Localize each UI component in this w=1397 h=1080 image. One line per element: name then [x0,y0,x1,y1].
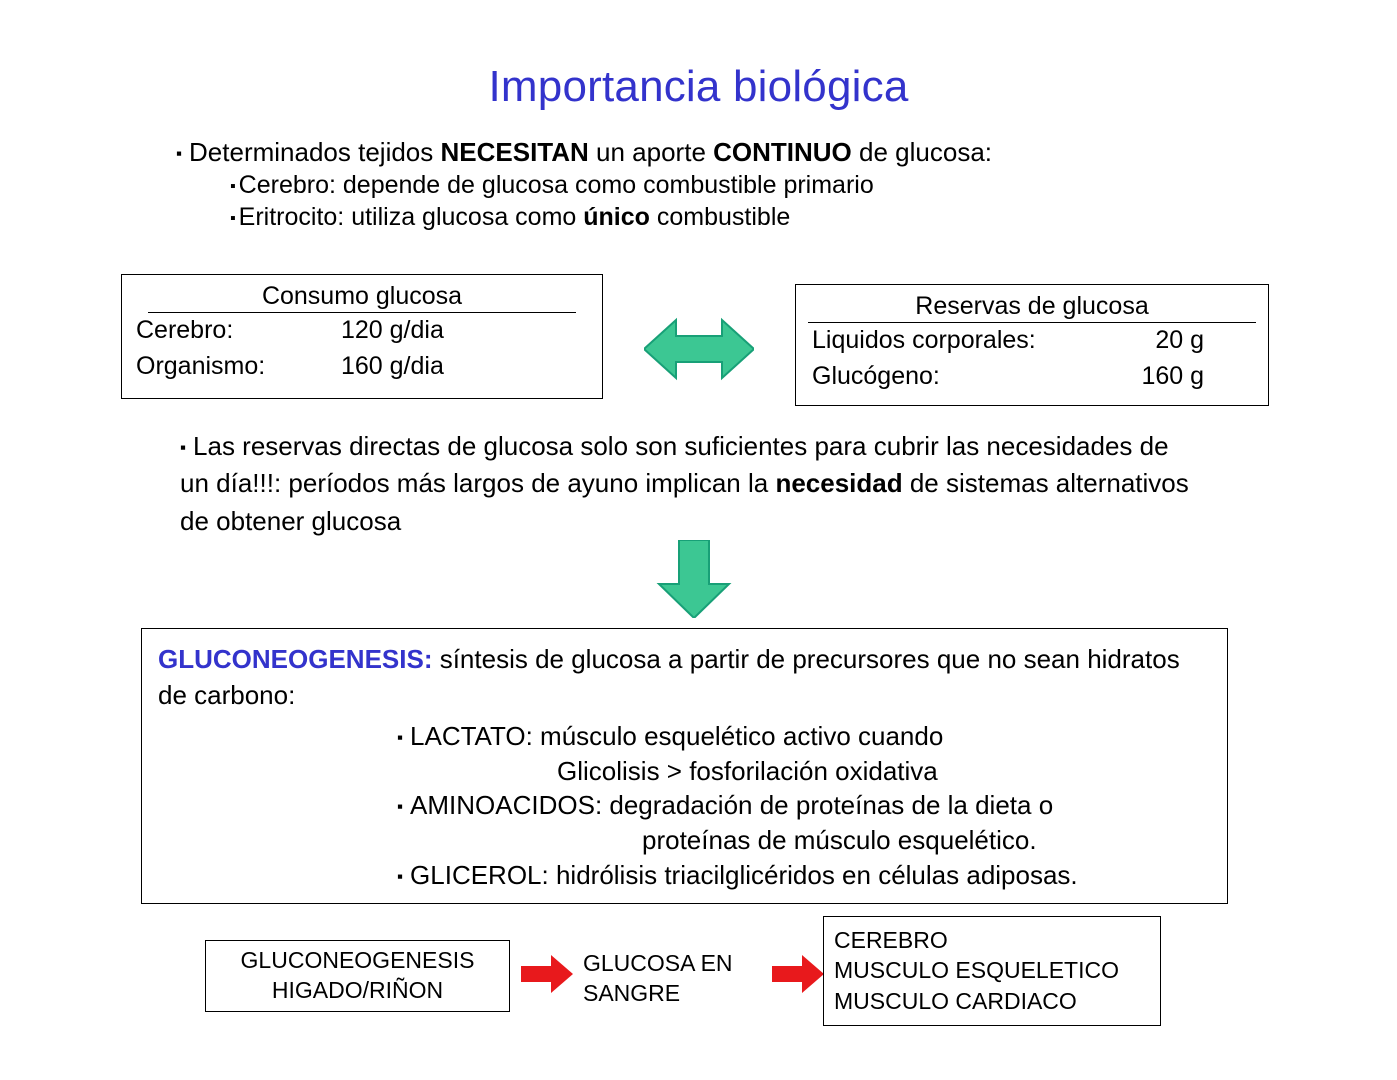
reservas-table-header-text: Reservas de glucosa [808,292,1256,323]
gluconeogenesis-box [141,628,1228,904]
consumo-row-1-label: Organismo: [136,351,266,380]
precursor-1-sub: proteínas de músculo esquelético. [642,824,1037,855]
flow-source-box [205,940,510,1012]
bullet-glyph-icon: ▪ [397,728,404,748]
list-item [397,858,1227,893]
bullet-glyph-icon: ▪ [397,866,404,886]
bullet-text-eritrocito-c: combustible [649,202,791,231]
bullet-item-cerebro [230,169,1276,201]
bullet-text-e: de glucosa: [851,137,993,167]
gluconeogenesis-definition [142,629,1227,713]
precursor-1-main: AMINOACIDOS: degradación de proteínas de la dieta o [410,790,1054,821]
table-row [796,359,1268,395]
bullet-item-needs [176,136,1276,169]
bullet-text-necesitan: NECESITAN [440,137,589,167]
red-right-arrow-icon [772,955,824,993]
bullet-glyph-icon: ▪ [180,438,187,457]
consumo-row-0-label: Cerebro: [136,316,234,344]
consumo-glucosa-table [121,274,603,399]
consumo-row-1-value: 160 g/dia [341,351,444,380]
flow-target-line-1: CEREBRO [834,927,948,953]
reserves-paragraph [180,428,1190,540]
reservas-row-0-label: Liquidos corporales: [812,326,1036,354]
precursor-2-main: GLICEROL: hidrólisis triacilglicéridos en células adiposas. [410,859,1078,890]
precursor-0-sub: Glicolisis > fosforilación oxidativa [557,755,938,786]
reservas-row-1-value: 160 g [1141,361,1204,390]
gluconeogenesis-definition-text: síntesis de glucosa a partir de precursores que no sean hidratos de carbono: [158,644,1180,710]
page-title: Importancia biológica [488,62,909,111]
flow-target-line-2: MUSCULO ESQUELETICO [834,957,1119,984]
bullet-item-eritrocito [230,201,1276,233]
precursor-0-main: LACTATO: músculo esquelético activo cuando [410,721,944,752]
green-down-arrow-icon [655,540,733,618]
bullet-glyph-icon: ▪ [230,209,236,227]
reservas-row-1-label: Glucógeno: [812,361,940,390]
bullet-glyph-icon: ▪ [230,177,236,195]
bullet-text-eritrocito-a: Eritrocito: utiliza glucosa como [238,202,584,231]
reservas-row-0-value: 20 g [1155,326,1204,354]
intro-bullets [176,136,1276,233]
paragraph-bold-necesidad: necesidad [775,468,903,499]
list-item [397,788,1227,857]
reservas-table-header [796,285,1268,323]
reservas-glucosa-table [795,284,1269,406]
consumo-table-header [122,275,602,313]
bullet-text-unico: único [583,202,650,231]
flow-source-line-2: HIGADO/RIÑON [271,977,444,1003]
flow-source-line-1: GLUCONEOGENESIS [240,947,475,974]
table-row [122,313,602,349]
consumo-table-header-text: Consumo glucosa [148,282,576,313]
flow-middle-label [583,949,733,1009]
gluconeogenesis-keyword: GLUCONEOGENESIS: [158,644,433,674]
flow-middle-line-1: GLUCOSA EN [583,950,733,976]
bullet-text-continuo: CONTINUO [713,137,852,167]
consumo-row-0-value: 120 g/dia [341,316,444,344]
flow-target-box [823,916,1161,1026]
bullet-glyph-icon: ▪ [397,797,404,817]
table-row [796,323,1268,359]
table-row [122,349,602,385]
bullet-glyph-icon: ▪ [176,144,183,163]
bullet-text-a: Determinados tejidos [189,137,441,167]
list-item [397,719,1227,788]
red-right-arrow-icon [521,955,573,993]
paragraph-part-2: de sistemas alternativos de obtener glucosa [180,468,1189,536]
gluconeogenesis-precursor-list [142,719,1227,892]
flow-middle-line-2: SANGRE [583,979,681,1006]
green-double-arrow-icon [644,316,754,382]
bullet-text-c: un aporte [588,137,714,167]
bullet-text-cerebro: Cerebro: depende de glucosa como combustible primario [238,170,874,199]
paragraph-part-1: Las reservas directas de glucosa solo son suficientes para cubrir las necesidades de un día!!!: períodos más largos de ayuno implican la [180,431,1169,499]
flow-target-line-3: MUSCULO CARDIACO [834,987,1077,1014]
